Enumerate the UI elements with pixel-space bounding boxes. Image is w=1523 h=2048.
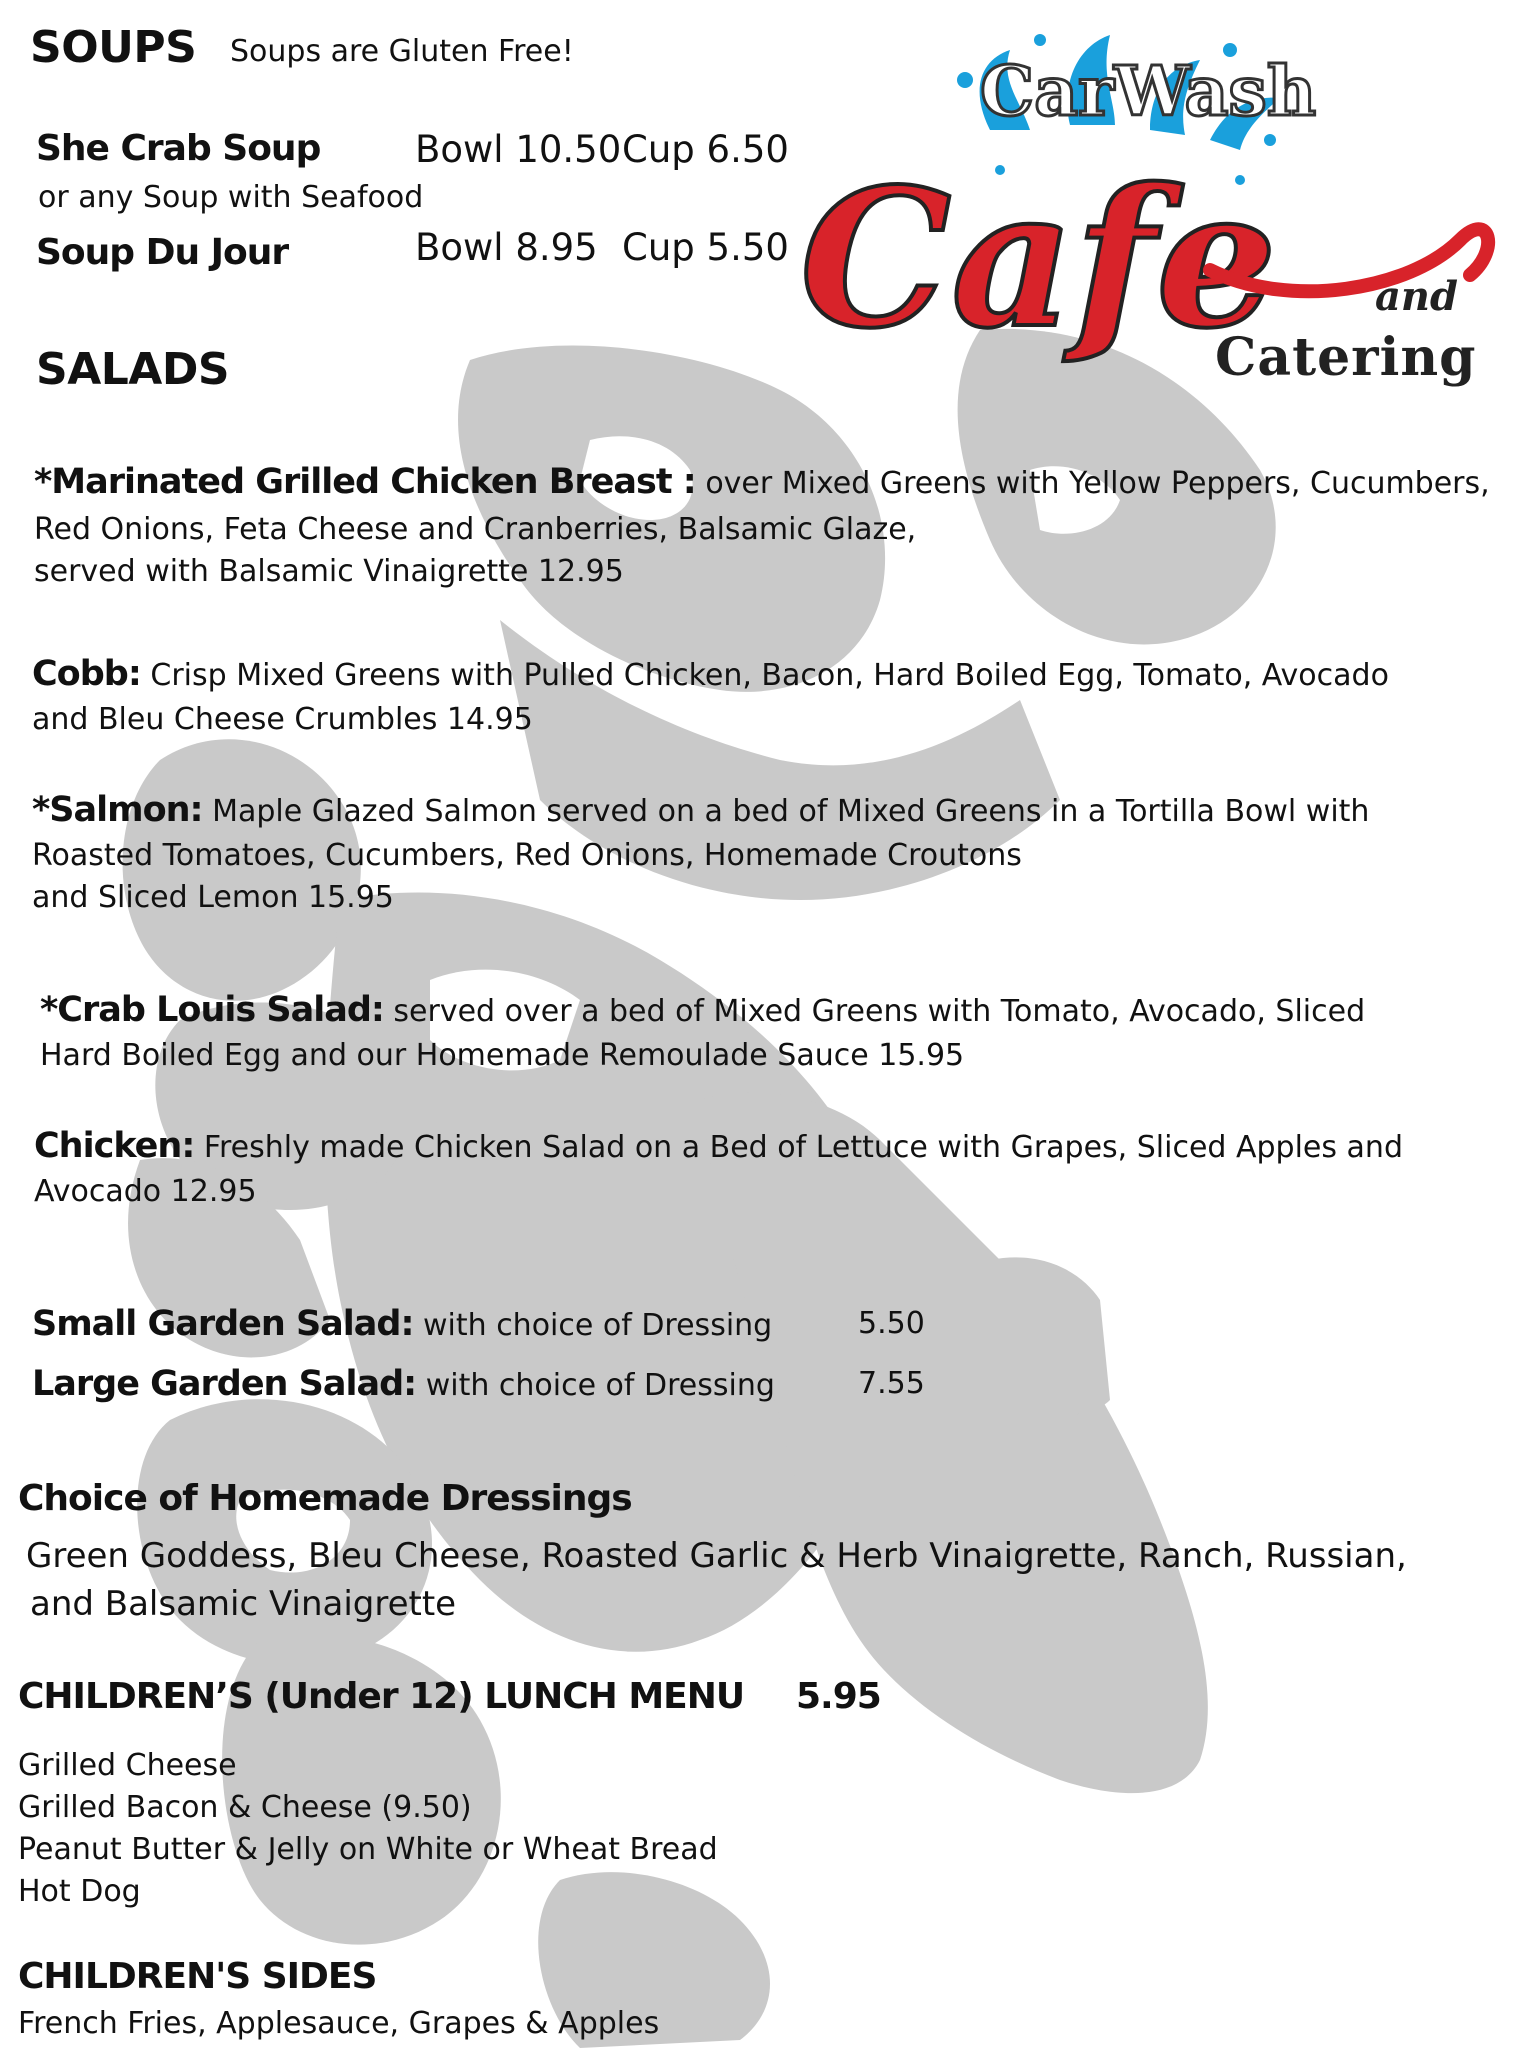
salad-item (40, 990, 1365, 1030)
salad-desc-line: Red Onions, Feta Cheese and Cranberries, Balsamic Glaze, (34, 512, 917, 547)
salad-item (32, 790, 1369, 830)
soups-title: SOUPS (30, 22, 197, 73)
garden-salad-desc: with choice of Dressing (413, 1308, 773, 1343)
garden-salad-item (32, 1364, 775, 1404)
salad-desc-line: Avocado 12.95 (34, 1174, 257, 1209)
children-price: 5.95 (796, 1676, 881, 1717)
salad-desc-line: served with Balsamic Vinaigrette 12.95 (34, 554, 624, 589)
salads-title: SALADS (36, 344, 230, 395)
dressings-title: Choice of Homemade Dressings (18, 1478, 632, 1519)
salad-desc-line: and Bleu Cheese Crumbles 14.95 (32, 702, 533, 737)
garden-salad-item (32, 1304, 772, 1344)
salad-desc: Maple Glazed Salmon served on a bed of Mixed Greens in a Tortilla Bowl with (202, 794, 1370, 829)
dressings-list: Green Goddess, Bleu Cheese, Roasted Garlic & Herb Vinaigrette, Ranch, Russian, (26, 1536, 1407, 1576)
salad-name: *Crab Louis Salad: (40, 990, 384, 1030)
salad-desc: Freshly made Chicken Salad on a Bed of Lettuce with Grapes, Sliced Apples and (194, 1130, 1403, 1165)
salad-desc-line: and Sliced Lemon 15.95 (32, 880, 394, 915)
salad-name: *Marinated Grilled Chicken Breast : (34, 462, 696, 502)
salad-desc-line: Roasted Tomatoes, Cucumbers, Red Onions, Homemade Croutons (32, 838, 1022, 873)
soups-note: Soups are Gluten Free! (230, 34, 574, 69)
salad-desc: served over a bed of Mixed Greens with Tomato, Avocado, Sliced (383, 994, 1366, 1029)
dressings-list: and Balsamic Vinaigrette (30, 1584, 457, 1624)
salad-item (32, 654, 1389, 694)
soup-name: She Crab Soup (36, 128, 321, 169)
garden-salad-price: 7.55 (858, 1366, 925, 1401)
logo-and: and (1375, 273, 1458, 320)
children-item: Grilled Cheese (18, 1748, 237, 1783)
cafe-logo (770, 20, 1520, 420)
logo-brand: CarWash (980, 52, 1317, 132)
soup-bowl-price: Bowl 10.50 (415, 128, 622, 171)
children-title: CHILDREN’S (Under 12) LUNCH MENU (18, 1676, 745, 1717)
sides-list: French Fries, Applesauce, Grapes & Apples (18, 2006, 660, 2041)
garden-salad-price: 5.50 (858, 1306, 925, 1341)
children-item: Peanut Butter & Jelly on White or Wheat Bread (18, 1832, 718, 1867)
salad-item (34, 1126, 1403, 1166)
sides-title: CHILDREN'S SIDES (18, 1956, 377, 1997)
salad-desc-line: Hard Boiled Egg and our Homemade Remoulade Sauce 15.95 (40, 1038, 965, 1073)
children-item: Hot Dog (18, 1874, 141, 1909)
soup-subtext: or any Soup with Seafood (38, 180, 424, 215)
garden-salad-desc: with choice of Dressing (416, 1368, 775, 1403)
soup-cup-price: Cup 5.50 (622, 226, 789, 269)
salad-item (34, 462, 1490, 502)
salad-name: Cobb: (32, 654, 141, 694)
salad-name: *Salmon: (32, 790, 203, 830)
salad-desc: over Mixed Greens with Yellow Peppers, Cucumbers, (695, 466, 1490, 501)
soup-bowl-price: Bowl 8.95 (415, 226, 598, 269)
soup-name: Soup Du Jour (36, 232, 289, 273)
logo-name: Cafe (800, 147, 1277, 370)
salad-name: Chicken: (34, 1126, 195, 1166)
logo-catering: Catering (1215, 327, 1477, 388)
children-item: Grilled Bacon & Cheese (9.50) (18, 1790, 472, 1825)
soup-cup-price: Cup 6.50 (622, 128, 789, 171)
garden-salad-name: Small Garden Salad: (32, 1304, 414, 1344)
salad-desc: Crisp Mixed Greens with Pulled Chicken, Bacon, Hard Boiled Egg, Tomato, Avocado (140, 658, 1389, 693)
garden-salad-name: Large Garden Salad: (32, 1364, 417, 1404)
